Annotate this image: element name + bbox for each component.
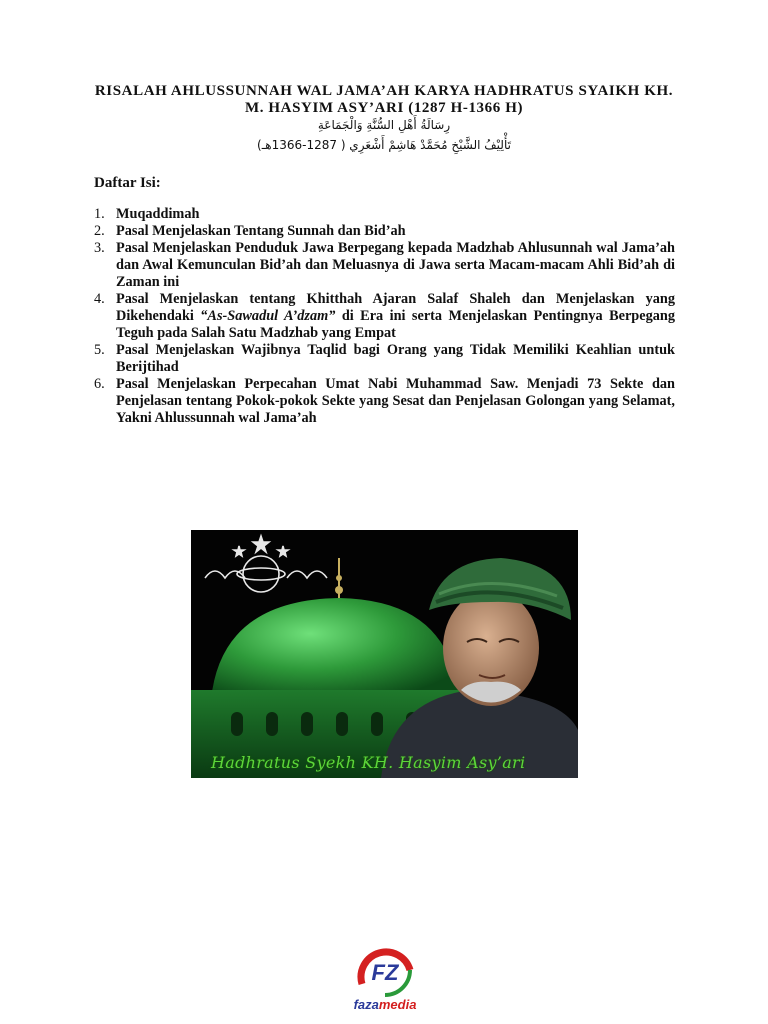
toc-item — [94, 376, 675, 427]
toc-number: 6. — [94, 376, 105, 392]
toc-item — [94, 206, 675, 223]
toc-item — [94, 342, 675, 376]
toc-heading: Daftar Isi: — [94, 175, 161, 191]
toc-text: Pasal Menjelaskan Tentang Sunnah dan Bid’ah — [116, 223, 406, 239]
title-line-1: RISALAH AHLUSSUNNAH WAL JAMA’AH KARYA HADHRATUS SYAIKH KH. — [94, 83, 674, 99]
logo-mark: FZ — [371, 960, 399, 985]
image-caption: Hadhratus Syekh KH. Hasyim Asy’ari — [211, 753, 526, 772]
toc-number: 1. — [94, 206, 105, 222]
title-line-2: M. HASYIM ASY’ARI (1287 H-1366 H) — [244, 100, 524, 116]
portrait-illustration — [191, 530, 578, 778]
brand-part-2: media — [378, 997, 417, 1012]
toc-item — [94, 291, 675, 342]
toc-text: Pasal Menjelaskan Perpecahan Umat Nabi Muhammad Saw. Menjadi 73 Sekte dan Penjelasan tentang Pokok-pokok Sekte yang Sesat dan Penjelasan Golongan yang Selamat, Yakni Ahlussunnah wal Jama’ah — [116, 376, 675, 426]
toc-text: di Era ini serta Menjelaskan Pentingnya Berpegang Teguh pada Salah Satu Madzhab yang Empat — [116, 308, 675, 341]
toc-number: 4. — [94, 291, 105, 307]
arabic-author: تَأْلِيْفُ الشَّيْخِ مُحَمَّدْ هَاشِمْ أَشْعَرِي ( 1287-1366هـ) — [257, 138, 511, 152]
portrait-image — [191, 530, 578, 778]
toc-number: 5. — [94, 342, 105, 358]
toc-number: 2. — [94, 223, 105, 239]
fazamedia-logo — [340, 940, 430, 1014]
logo-brand-text — [340, 997, 430, 1012]
toc-text: Pasal Menjelaskan tentang Khitthah Ajaran Salaf Shaleh dan Menjelaskan yang Dikehendaki — [116, 291, 675, 324]
toc-item — [94, 240, 675, 291]
brand-part-1: faza — [353, 997, 379, 1012]
document-title — [60, 83, 708, 117]
toc-text: Muqaddimah — [116, 206, 200, 222]
toc-text: Pasal Menjelaskan Penduduk Jawa Berpegang kepada Madzhab Ahlusunnah wal Jama’ah dan Awal Kemunculan Bid’ah dan Meluasnya di Jawa serta Macam-macam Ahli Bid’ah di Zaman ini — [116, 240, 675, 290]
toc-number: 3. — [94, 240, 105, 256]
fazamedia-logo-icon — [340, 940, 430, 1000]
table-of-contents — [94, 206, 675, 427]
toc-text: Pasal Menjelaskan Wajibnya Taqlid bagi Orang yang Tidak Memiliki Keahlian untuk Berijtihad — [116, 342, 675, 375]
arabic-title: رِسَالَةُ أَهْلِ السُّنَّةِ وَالْجَمَاعَةِ — [317, 118, 451, 132]
toc-italic-term: “As-Sawadul A’dzam” — [200, 308, 336, 324]
toc-item — [94, 223, 675, 240]
